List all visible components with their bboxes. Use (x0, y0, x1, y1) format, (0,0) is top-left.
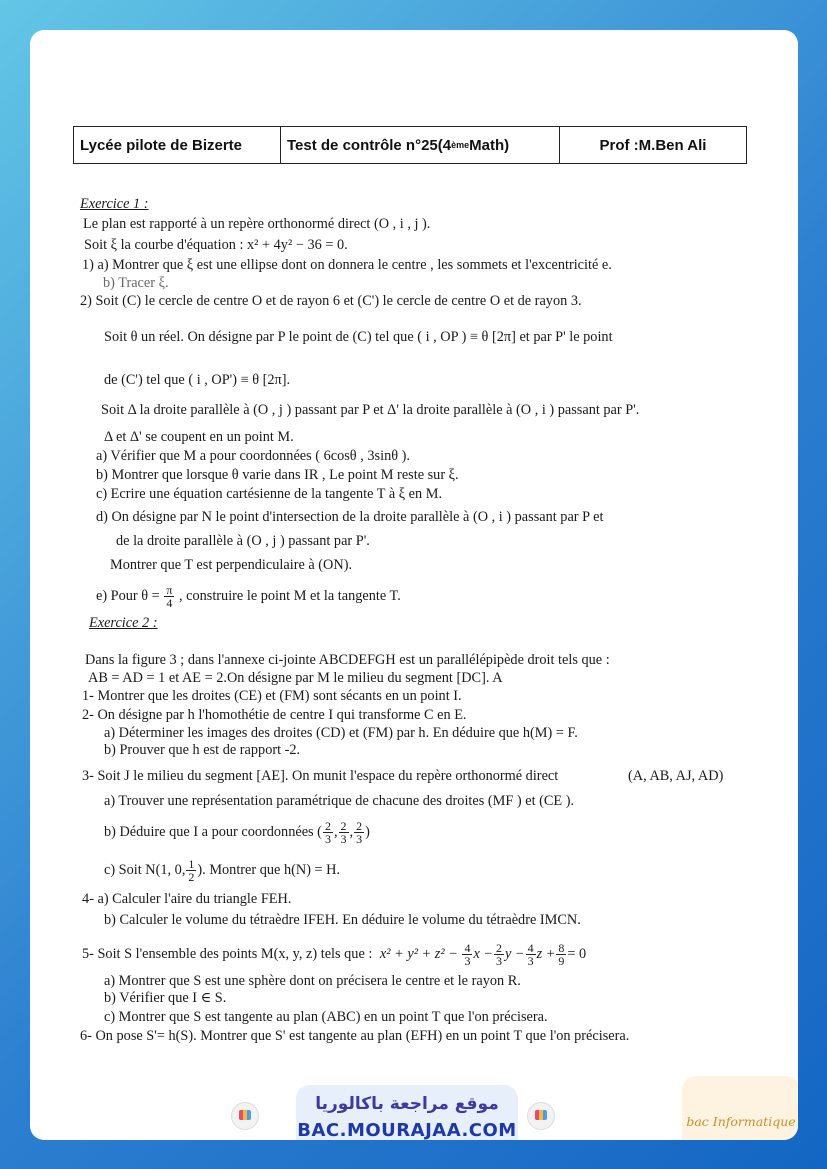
teacher-name: Prof :M.Ben Ali (599, 136, 707, 154)
ex1-line: de la droite parallèle à (O , j ) passant par P'. (116, 533, 370, 549)
header-table (73, 126, 747, 164)
ex2-frame: (A, AB, AJ, AD) (628, 768, 724, 784)
ex2-line: a) Montrer que S est une sphère dont on précisera le centre et le rayon R. (104, 973, 521, 989)
ex2-line: b) Calculer le volume du tétraèdre IFEH. En déduire le volume du tétraèdre IMCN. (104, 912, 581, 928)
ex2-line: 2- On désigne par h l'homothétie de centre I qui transforme C en E. (82, 707, 467, 723)
exercise2-title: Exercice 2 : (89, 615, 158, 631)
ex2-line: b) Vérifier que I ∈ S. (104, 990, 227, 1006)
ex1-line: b) Montrer que lorsque θ varie dans IR , Le point M reste sur ξ. (96, 467, 459, 483)
ex2-line: Dans la figure 3 ; dans l'annexe ci-jointe ABCDEFGH est un parallélépipède droit tels que : (85, 652, 610, 668)
school-name: Lycée pilote de Bizerte (74, 127, 281, 163)
ex1-line: Soit Δ la droite parallèle à (O , j ) passant par P et Δ' la droite parallèle à (O , i ) passant par P'. (101, 402, 640, 418)
ex2-line: a) Trouver une représentation paramétrique de chacune des droites (MF ) et (CE ). (104, 793, 575, 809)
site-arabic-name: موقع مراجعة باكالوريا (315, 1094, 499, 1114)
ex2-line: 4- a) Calculer l'aire du triangle FEH. (82, 891, 292, 907)
ex1-line: b) Tracer ξ. (103, 275, 169, 291)
bac-informatique-badge: bac Informatique (682, 1076, 798, 1140)
ex2-line-sphere: 5- Soit S l'ensemble des points M(x, y, z) tels que : x² + y² + z² − $\frac{4}{3}$ x − $\frac{2}{3}$ y − $\frac{4}{3}$ z + $\frac{8}{9}$ = 0 (82, 941, 587, 968)
ex1-line: Soit θ un réel. On désigne par P le point de (C) tel que ( i , OP ) ≡ θ [2π] et par P' le point (104, 329, 613, 345)
ex1-line: Soit ξ la courbe d'équation : x² + 4y² − 36 = 0. (84, 237, 348, 253)
ex1-line: Montrer que T est perpendiculaire à (ON). (110, 557, 353, 573)
ex1-line: Le plan est rapporté à un repère orthonormé direct (O , i , j ). (83, 216, 431, 232)
ex1-line-e: e) Pour θ = $\frac{\pi}{4}$ , construire le point M et la tangente T. (96, 583, 401, 610)
ex2-line: 6- On pose S'= h(S). Montrer que S' est tangente au plan (EFH) en un point T que l'on précisera. (80, 1028, 630, 1044)
site-url[interactable]: BAC.MOURAJAA.COM (297, 1120, 517, 1140)
ex1-line: de (C') tel que ( i , OP') ≡ θ [2π]. (104, 372, 291, 388)
test-title: Test de contrôle n°25(4 ème Math) (281, 127, 560, 163)
ex2-line: b) Prouver que h est de rapport -2. (104, 742, 301, 758)
ex2-line-n: c) Soit N(1, 0, $\frac{1}{2}$ ). Montrer que h(N) = H. (104, 857, 341, 884)
ex2-line-coords: b) Déduire que I a pour coordonnées ( $\frac{2}{3}$ , $\frac{2}{3}$ , $\frac{2}{3}$ ) (104, 819, 370, 846)
document-page (30, 30, 798, 1140)
site-logo-icon (527, 1102, 555, 1130)
ex2-line: a) Déterminer les images des droites (CD) et (FM) par h. En déduire que h(M) = F. (104, 725, 578, 741)
ex1-line: c) Ecrire une équation cartésienne de la tangente T à ξ en M. (96, 486, 443, 502)
ex1-line: a) Vérifier que M a pour coordonnées ( 6cosθ , 3sinθ ). (96, 448, 410, 464)
ex1-line: d) On désigne par N le point d'intersection de la droite parallèle à (O , i ) passant par P et (96, 509, 604, 525)
site-logo-icon (231, 1102, 259, 1130)
ex1-line: Δ et Δ' se coupent en un point M. (104, 429, 294, 445)
ex2-line: 1- Montrer que les droites (CE) et (FM) sont sécants en un point I. (82, 688, 462, 704)
ex2-line: 3- Soit J le milieu du segment [AE]. On munit l'espace du repère orthonormé direct (82, 768, 559, 784)
ex2-line: AB = AD = 1 et AE = 2.On désigne par M le milieu du segment [DC]. A (88, 670, 503, 686)
site-banner[interactable] (296, 1085, 518, 1140)
exercise1-title: Exercice 1 : (80, 196, 149, 212)
ex1-line: 1) a) Montrer que ξ est une ellipse dont on donnera le centre , les sommets et l'excentricité e. (82, 257, 612, 273)
ex2-line: c) Montrer que S est tangente au plan (ABC) en un point T que l'on précisera. (104, 1009, 548, 1025)
ex1-line: 2) Soit (C) le cercle de centre O et de rayon 6 et (C') le cercle de centre O et de rayon 3. (80, 293, 582, 309)
